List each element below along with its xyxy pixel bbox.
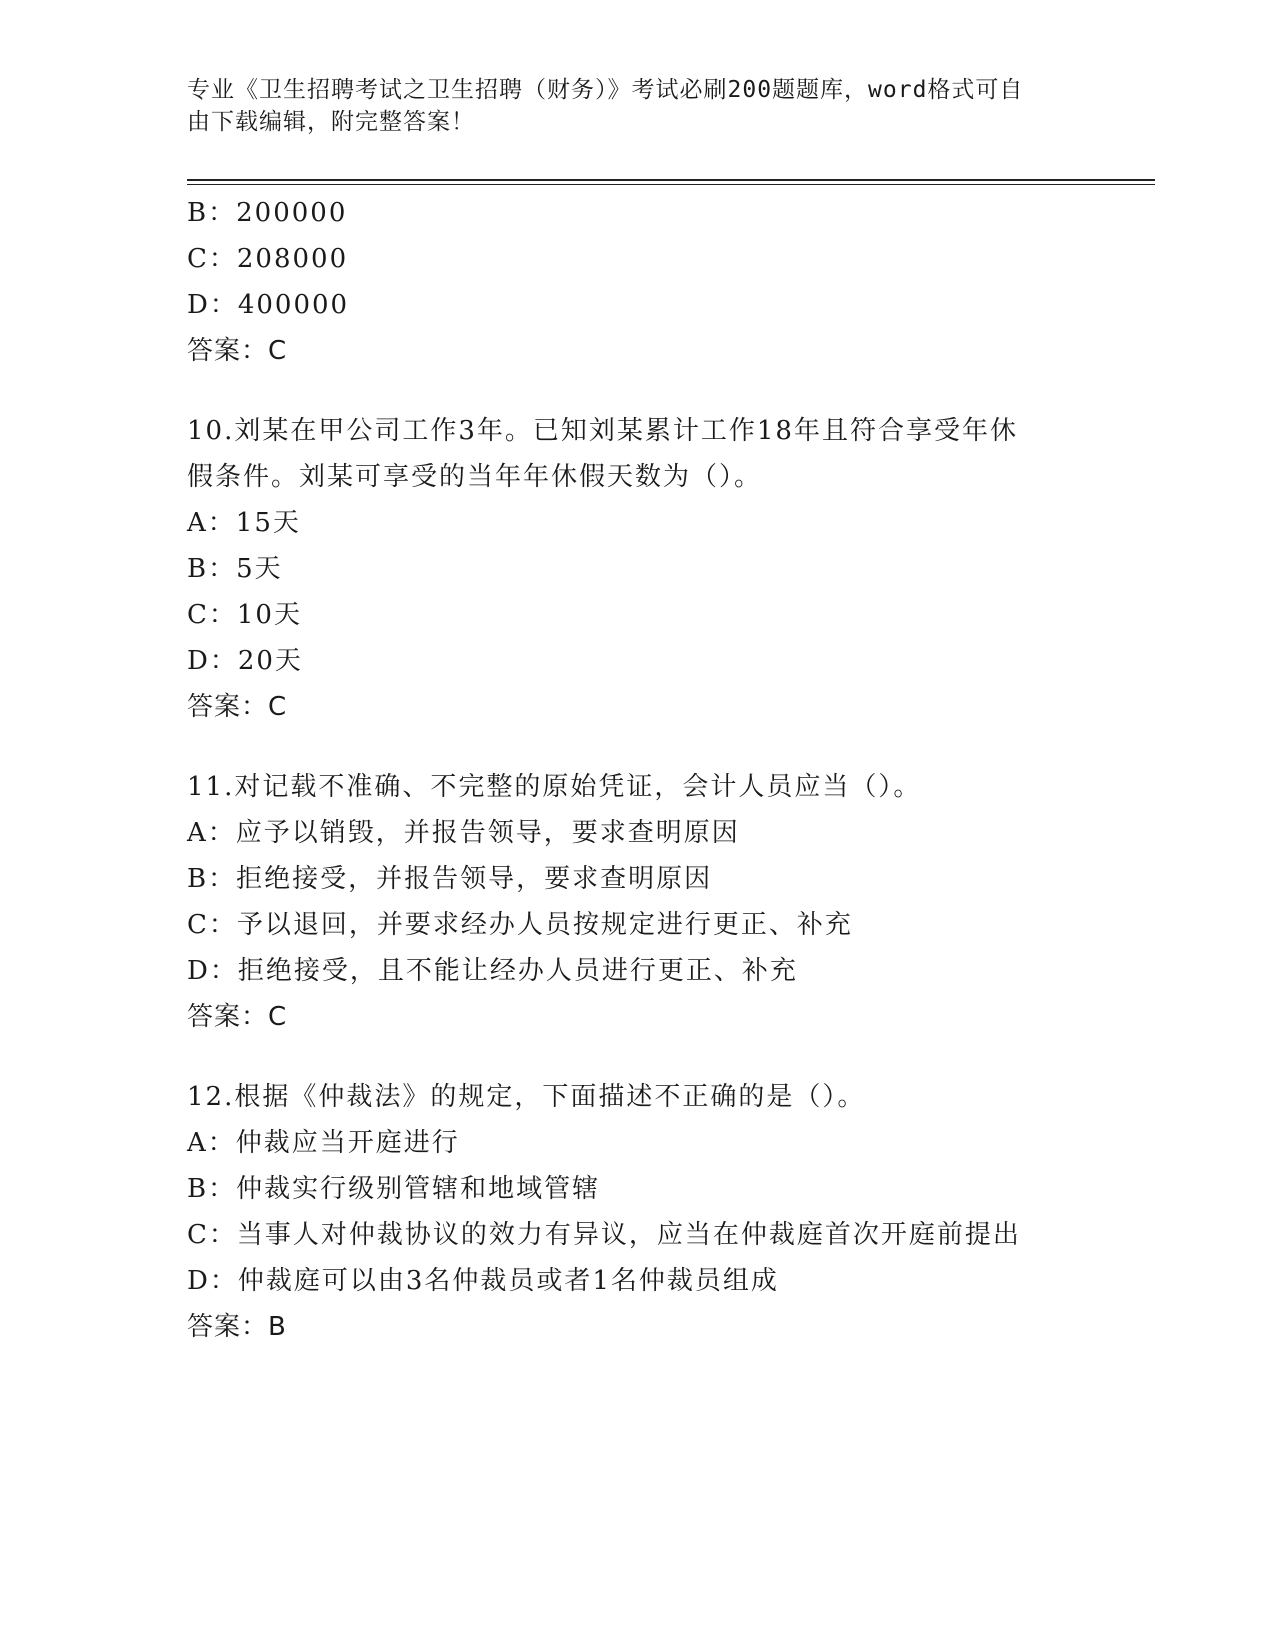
document-header [187,74,1067,138]
option-d: D：400000 [187,290,350,320]
option-d: D：拒绝接受，且不能让经办人员进行更正、补充 [187,956,798,986]
option-d: D：20天 [187,646,303,676]
option-b: B：200000 [187,198,348,228]
spacer [187,374,1087,408]
question-block-11 [187,764,1087,1040]
question-block-10 [187,408,1087,730]
spacer [187,1040,1087,1074]
answer-line: 答案：C [187,1002,288,1032]
header-line-1: 专业《卫生招聘考试之卫生招聘（财务）》考试必刷200题题库，word格式可自 [187,77,1024,103]
option-b: B：仲裁实行级别管辖和地域管辖 [187,1174,601,1204]
header-line-2: 由下载编辑，附完整答案！ [187,109,475,135]
option-a: A：仲裁应当开庭进行 [187,1128,460,1158]
header-divider-thick [187,179,1155,181]
answer-line: 答案：C [187,336,288,366]
question-stem: 假条件。刘某可享受的当年年休假天数为（）。 [187,462,763,492]
option-d: D：仲裁庭可以由3名仲裁员或者1名仲裁员组成 [187,1266,779,1296]
question-stem: 11.对记载不准确、不完整的原始凭证，会计人员应当（）。 [187,772,922,802]
option-b: B：拒绝接受，并报告领导，要求查明原因 [187,864,713,894]
question-block-12 [187,1074,1087,1350]
option-c: C：当事人对仲裁协议的效力有异议，应当在仲裁庭首次开庭前提出 [187,1220,1021,1250]
question-stem: 10.刘某在甲公司工作3年。已知刘某累计工作18年且符合享受年休 [187,416,1018,446]
spacer [187,730,1087,764]
question-content [187,190,1087,1350]
question-block-9-continued [187,190,1087,374]
answer-line: 答案：B [187,1312,287,1342]
option-a: A：15天 [187,508,301,538]
option-c: C：10天 [187,600,302,630]
option-c: C：208000 [187,244,349,274]
option-a: A：应予以销毁，并报告领导，要求查明原因 [187,818,740,848]
option-c: C：予以退回，并要求经办人员按规定进行更正、补充 [187,910,853,940]
question-stem: 12.根据《仲裁法》的规定，下面描述不正确的是（）。 [187,1082,866,1112]
option-b: B：5天 [187,554,283,584]
header-divider-thin [187,184,1155,185]
answer-line: 答案：C [187,692,288,722]
